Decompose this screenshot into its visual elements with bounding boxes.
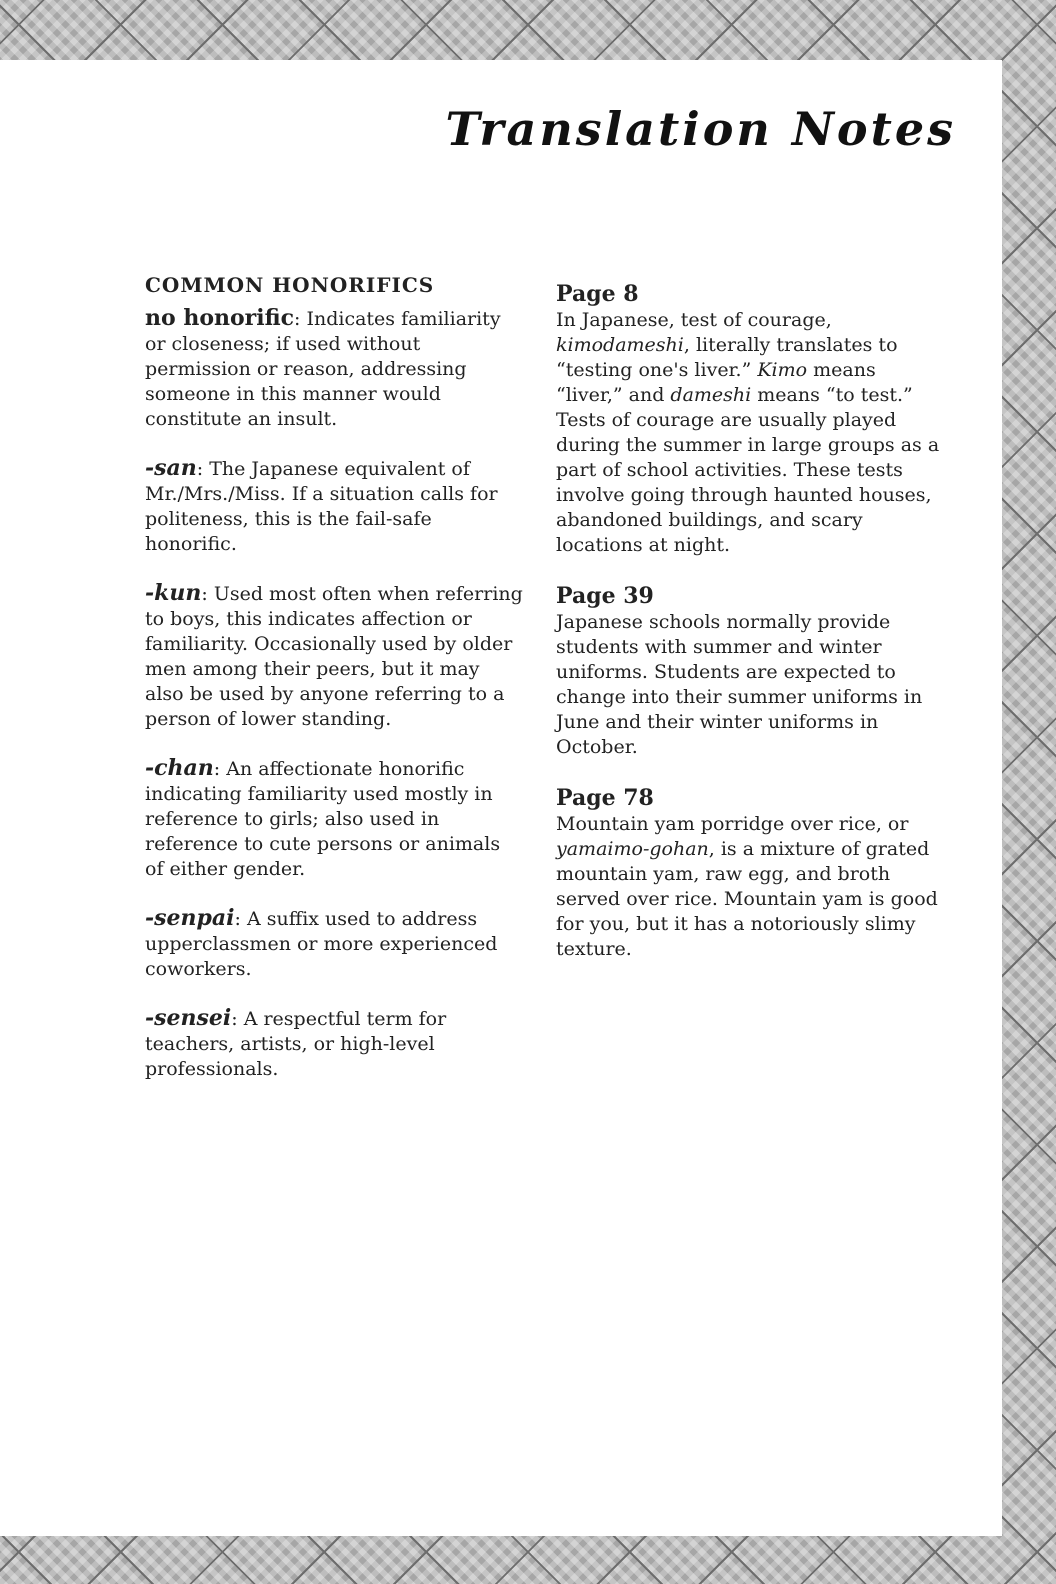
honorific-entry (145, 581, 523, 732)
note-italic-term: Kimo (757, 359, 808, 381)
honorific-definition: An affectionate honorific indicating familiarity used mostly in reference to girls; also used in reference to cute persons or animals of either gender. (145, 758, 501, 880)
page-reference: Page 78 (556, 785, 654, 811)
honorifics-heading: COMMON HONORIFICS (145, 273, 435, 297)
term-separator: : (201, 583, 214, 605)
term-separator: : (213, 758, 227, 780)
note-text: In Japanese, test of courage, (556, 309, 832, 331)
honorific-term: -sensei (145, 1005, 232, 1031)
page-reference: Page 39 (556, 583, 654, 609)
honorific-definition: A respectful term for teachers, artists, or high-level professionals. (145, 1008, 447, 1080)
term-separator: : (294, 308, 307, 330)
note-text: means “to test.” Tests of courage are usually played during the summer in large groups as a part of school activities. These tests involve going through haunted houses, abandoned buildings, and scary locations at night. (556, 384, 940, 556)
note-italic-term: kimodameshi (556, 334, 684, 356)
honorific-term: -senpai (145, 905, 235, 931)
honorific-term: -san (145, 455, 197, 481)
note-text: , is a mixture of grated mountain yam, raw egg, and broth served over rice. Mountain yam is good for you, but it has a notoriously slimy texture. (556, 838, 938, 960)
note-italic-term: yamaimo-gohan (556, 838, 709, 860)
honorific-entry (145, 306, 523, 432)
term-separator: : (196, 458, 210, 480)
honorific-definition: A suffix used to address upperclassmen or more experienced coworkers. (145, 908, 498, 980)
honorific-definition: Used most often when referring to boys, this indicates affection or familiarity. Occasionally used by older men among their peers, but it may also be used by anyone referring to a person of lower standing. (145, 583, 523, 730)
term-separator: : (234, 908, 247, 930)
page-notes-column (556, 280, 940, 986)
note-body: Japanese schools normally provide students with summer and winter uniforms. Students are expected to change into their summer uniforms in June and their winter uniforms in October. (556, 611, 923, 758)
note-body (556, 308, 940, 558)
page-note (556, 784, 940, 962)
note-italic-term: dameshi (670, 384, 752, 406)
honorific-entry (145, 456, 523, 557)
note-body (556, 812, 940, 962)
honorific-entry (145, 906, 523, 982)
honorific-definition: The Japanese equivalent of Mr./Mrs./Miss. If a situation calls for politeness, this is the fail-safe honorific. (145, 458, 498, 555)
note-text: Mountain yam porridge over rice, or (556, 813, 909, 835)
term-separator: : (231, 1008, 244, 1030)
honorific-term: no honorific (145, 305, 295, 331)
honorific-term: -kun (145, 580, 202, 606)
honorifics-column (145, 273, 523, 1106)
page-title: Translation Notes (445, 102, 956, 156)
note-text: means “liver,” and (556, 359, 876, 406)
page-note (556, 280, 940, 558)
honorific-entry (145, 1006, 523, 1082)
honorific-entry (145, 756, 523, 882)
page-note (556, 582, 940, 760)
honorific-definition: Indicates familiarity or closeness; if used without permission or reason, addressing someone in this manner would constitute an insult. (145, 308, 501, 430)
note-text: , literally translates to “testing one's liver.” (556, 334, 898, 381)
page-sheet (0, 60, 1002, 1536)
honorific-term: -chan (145, 755, 214, 781)
page-reference: Page 8 (556, 281, 639, 307)
